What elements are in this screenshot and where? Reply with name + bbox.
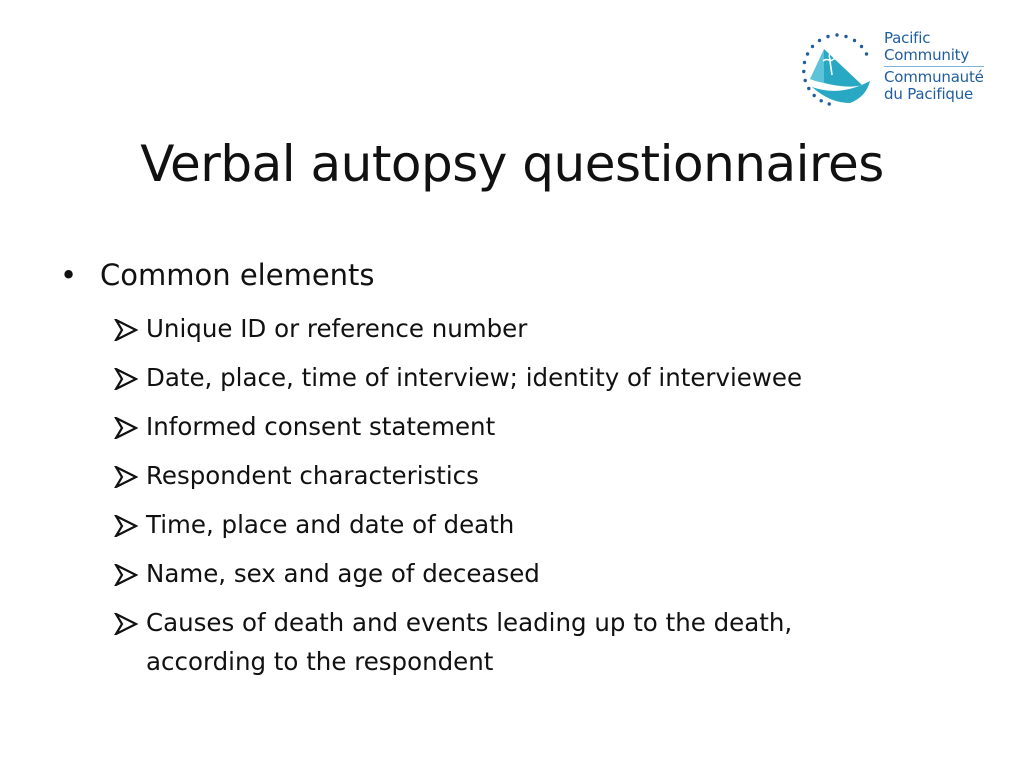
list-item-text: Time, place and date of death — [146, 510, 515, 539]
list-item-text: Date, place, time of interview; identity of interviewee — [146, 363, 803, 392]
arrowhead-icon — [114, 466, 138, 488]
list-item-text: Informed consent statement — [146, 412, 496, 441]
arrowhead-icon — [114, 417, 138, 439]
arrowhead-icon — [114, 613, 138, 635]
arrowhead-icon — [114, 368, 138, 390]
list-item — [114, 554, 994, 593]
arrowhead-icon — [114, 564, 138, 586]
pacific-community-logo — [800, 28, 990, 110]
arrowhead-icon — [114, 319, 138, 341]
bullet-dot-icon: • — [60, 258, 78, 292]
slide-title: Verbal autopsy questionnaires — [140, 135, 884, 193]
logo-line-community: Community — [884, 46, 970, 64]
logo-line-du-pacifique: du Pacifique — [884, 85, 974, 103]
list-item — [114, 358, 994, 397]
list-item-text: Unique ID or reference number — [146, 314, 528, 343]
logo-emblem-icon — [800, 31, 874, 107]
list-item-text: Respondent characteristics — [146, 461, 479, 490]
logo-line-communaute: Communauté — [884, 68, 984, 86]
logo-line-pacific: Pacific — [884, 29, 931, 47]
list-item — [114, 309, 994, 348]
bullet-label: Common elements — [100, 258, 375, 292]
bullet-item — [60, 255, 375, 295]
list-item-text: Name, sex and age of deceased — [146, 559, 540, 588]
list-item — [114, 456, 994, 495]
list-item — [114, 505, 994, 544]
list-item — [114, 603, 906, 681]
sub-bullet-list — [114, 309, 994, 691]
list-item — [114, 407, 994, 446]
list-item-text: Causes of death and events leading up to the death, according to the respondent — [146, 608, 793, 676]
logo-text — [884, 30, 994, 103]
arrowhead-icon — [114, 515, 138, 537]
logo-divider — [884, 66, 984, 67]
